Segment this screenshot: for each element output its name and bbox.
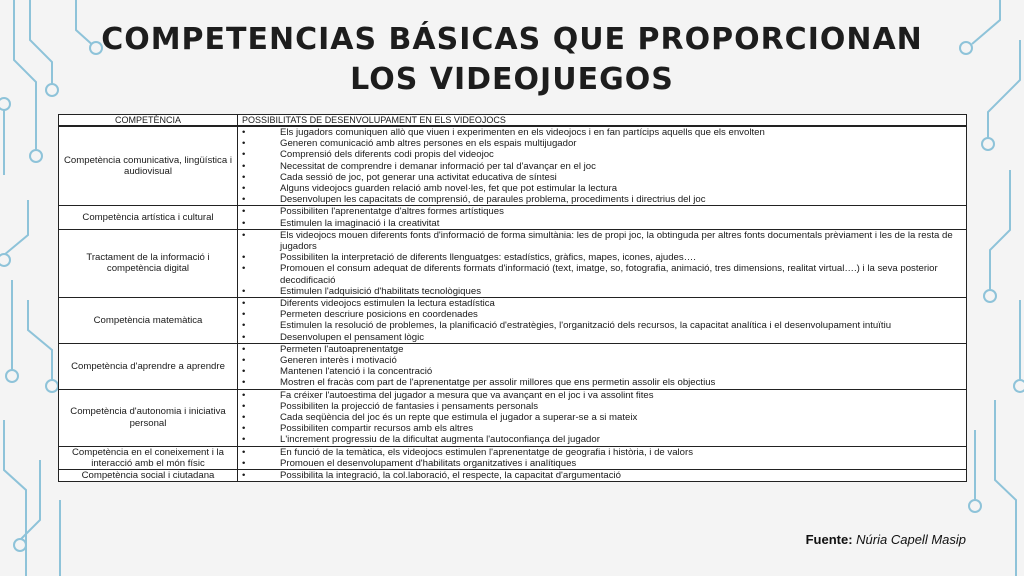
source-citation <box>806 532 966 547</box>
title-line-1: COMPETENCIAS BÁSICAS QUE PROPORCIONAN <box>101 22 923 57</box>
list-item: • Comprensió dels diferents codi propis del videojoc <box>242 149 962 160</box>
competencia-cell: Competència social i ciutadana <box>59 470 238 482</box>
source-label: Fuente: <box>805 532 853 547</box>
list-item: • Mantenen l'atenció i la concentració <box>242 366 962 377</box>
table-row <box>59 206 967 229</box>
list-item: • Necessitat de comprendre i demanar informació per tal d'avançar en el joc <box>242 161 962 172</box>
possibilitats-cell <box>238 126 967 206</box>
table-row <box>59 446 967 469</box>
possibilitats-cell <box>238 446 967 469</box>
possibilitats-list <box>242 447 962 469</box>
competencies-table <box>58 114 967 482</box>
possibilitats-list <box>242 470 962 481</box>
list-item: • Cada seqüència del joc és un repte que estimula el jugador a superar-se a si mateix <box>242 412 962 423</box>
list-item: • Mostren el fracàs com part de l'aprenentatge per assolir millores que ens permetin assolir els objectius <box>242 377 962 388</box>
list-item: • Els videojocs mouen diferents fonts d'informació de forma simultània: les de propi joc, la obtinguda per altres fonts documentals prèviament i les de la resta de jugadors <box>242 230 962 252</box>
list-item: • Permeten descriure posicions en coordenades <box>242 309 962 320</box>
table-row <box>59 470 967 482</box>
competencia-cell: Competència matemàtica <box>59 298 238 344</box>
table-header-row <box>59 115 967 127</box>
list-item: • Possibiliten l'aprenentatge d'altres formes artístiques <box>242 206 962 217</box>
list-item: • Desenvolupen les capacitats de comprensió, de paraules problema, procediments i directrius del joc <box>242 194 962 205</box>
list-item: • Possibiliten compartir recursos amb els altres <box>242 423 962 434</box>
possibilitats-list <box>242 344 962 389</box>
possibilitats-list <box>242 298 962 343</box>
list-item: • Generen comunicació amb altres persones en els espais multijugador <box>242 138 962 149</box>
list-item: • Diferents videojocs estimulen la lectura estadística <box>242 298 962 309</box>
table-row <box>59 298 967 344</box>
competencia-cell: Competència d'autonomia i iniciativa personal <box>59 389 238 446</box>
table-row <box>59 126 967 206</box>
list-item: • Estimulen la imaginació i la creativitat <box>242 218 962 229</box>
table-row <box>59 389 967 446</box>
possibilitats-cell <box>238 389 967 446</box>
possibilitats-cell <box>238 298 967 344</box>
list-item: • Promouen el desenvolupament d'habilitats organitzatives i analítiques <box>242 458 962 469</box>
possibilitats-cell <box>238 343 967 389</box>
possibilitats-list <box>242 127 962 205</box>
competencia-cell: Tractament de la informació i competència digital <box>59 229 238 297</box>
possibilitats-list <box>242 230 962 297</box>
list-item: • Els jugadors comuniquen allò que viuen i experimenten en els videojocs i en fan partícips aquells que els envolten <box>242 127 962 138</box>
possibilitats-cell <box>238 206 967 229</box>
table-row <box>59 229 967 297</box>
list-item: • Estimulen la resolució de problemes, la planificació d'estratègies, l'organització dels recursos, la capacitat analítica i el desenvolupament intuïtiu <box>242 320 962 331</box>
competencia-cell: Competència d'aprendre a aprendre <box>59 343 238 389</box>
list-item: • Estimulen l'adquisició d'habilitats tecnològiques <box>242 286 962 297</box>
list-item: • Fa créixer l'autoestima del jugador a mesura que va avançant en el joc i va assolint fites <box>242 390 962 401</box>
possibilitats-list <box>242 390 962 446</box>
header-competencia: COMPETÈNCIA <box>59 115 238 127</box>
possibilitats-list <box>242 206 962 228</box>
header-possibilitats: POSSIBILITATS DE DESENVOLUPAMENT EN ELS VIDEOJOCS <box>238 115 967 127</box>
list-item: • Generen interès i motivació <box>242 355 962 366</box>
page-title <box>60 20 964 100</box>
table-row <box>59 343 967 389</box>
table-body <box>59 126 967 482</box>
list-item: • L'increment progressiu de la dificultat augmenta l'autoconfiança del jugador <box>242 434 962 445</box>
list-item: • Cada sessió de joc, pot generar una activitat educativa de síntesi <box>242 172 962 183</box>
list-item: • Possibiliten la interpretació de diferents llenguatges: estadístics, gràfics, mapes, icones, ajudes…. <box>242 252 962 263</box>
list-item: • Promouen el consum adequat de diferents formats d'informació (text, imatge, so, fotografia, animació, tres dimensions, realitat virtual….) i la seva posterior decodificació <box>242 263 962 285</box>
competencia-cell: Competència artística i cultural <box>59 206 238 229</box>
list-item: • Desenvolupen el pensament lògic <box>242 332 962 343</box>
possibilitats-cell <box>238 470 967 482</box>
competencia-cell: Competència en el coneixement i la interacció amb el món físic <box>59 446 238 469</box>
competencia-cell: Competència comunicativa, lingüística i audiovisual <box>59 126 238 206</box>
list-item: • Permeten l'autoaprenentatge <box>242 344 962 355</box>
source-author: Núria Capell Masip <box>856 532 966 547</box>
list-item: • Possibilita la integració, la col.laboració, el respecte, la capacitat d'argumentació <box>242 470 962 481</box>
list-item: • Alguns videojocs guarden relació amb novel·les, fet que pot estimular la lectura <box>242 183 962 194</box>
title-line-2: LOS VIDEOJUEGOS <box>350 62 674 97</box>
list-item: • En funció de la temàtica, els videojocs estimulen l'aprenentatge de geografia i història, i de valors <box>242 447 962 458</box>
list-item: • Possibiliten la projecció de fantasies i pensaments personals <box>242 401 962 412</box>
possibilitats-cell <box>238 229 967 297</box>
